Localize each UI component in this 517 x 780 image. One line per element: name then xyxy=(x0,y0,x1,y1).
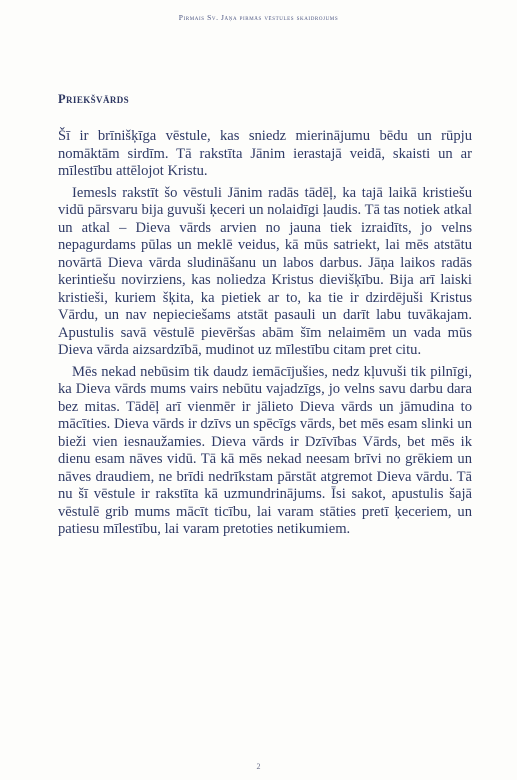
body-text xyxy=(58,128,472,543)
running-head: Pirmais Sv. Jāņa pirmās vēstules skaidrojums xyxy=(178,13,339,22)
page-number: 2 xyxy=(256,762,261,771)
section-heading: Priekšvārds xyxy=(58,92,130,106)
paragraph-3: Mēs nekad nebūsim tik daudz iemācījušies, nedz kļuvuši tik pilnīgi, ka Dieva vārds mums vairs nebūtu vajadzīgs, jo velns savu darbu dara bez mitas. Tādēļ arī vienmēr ir jālieto Dieva vārds un jāmudina to mācīties. Dieva vārds ir dzīvs un spēcīgs vārds, bet mēs esam slinki un bieži vien iesnaužamies. Dieva vārds ir Dzīvības Vārds, bet mēs ik dienu esam nāves vidū. Tā kā mēs nekad neesam brīvi no grēkiem un nāves draudiem, ne brīdi nedrīkstam pārstāt atgremot Dieva vārdu. Tā nu šī vēstule ir rakstīta kā uzmundrinājums. Īsi sakot, apustulis šajā vēstulē grib mums mācīt ticību, lai varam stāties pretī ķeceriem, un patiesu mīlestību, lai varam pretoties netikumiem. xyxy=(58,363,472,537)
paragraph-1: Šī ir brīnišķīga vēstule, kas sniedz mierinājumu bēdu un rūpju nomāktām sirdīm. Tā rakstīta Jānim ierastajā veidā, skaisti un ar mīlestību attēlojot Kristu. xyxy=(58,128,472,179)
paragraph-2: Iemesls rakstīt šo vēstuli Jānim radās tādēļ, ka tajā laikā kristiešu vidū pārsvaru bija guvuši ķeceri un nolaidīgi ļaudis. Tā tas notiek atkal un atkal – Dieva vārds arvien no jauna tiek izraidīts, jo velns nepagurdams pūlas un meklē veidus, kā mūs satriekt, lai mēs atstātu novārtā Dieva vārda sludināšanu un labos darbus. Jāņa laikos radās kerintiešu novirziens, kas noliedza Kristus dievišķību. Bija arī laiski kristieši, kuriem šķita, ka pietiek ar to, ka tie ir dzirdējuši Kristus Vārdu, un nav nepieciešams atstāt pasauli un darīt labu tuvākajam. Apustulis savā vēstulē pievēršas abām šīm nelaimēm un vada mūs Dieva vārda aizsardzībā, mudinot uz mīlestību citam pret citu. xyxy=(58,184,472,358)
